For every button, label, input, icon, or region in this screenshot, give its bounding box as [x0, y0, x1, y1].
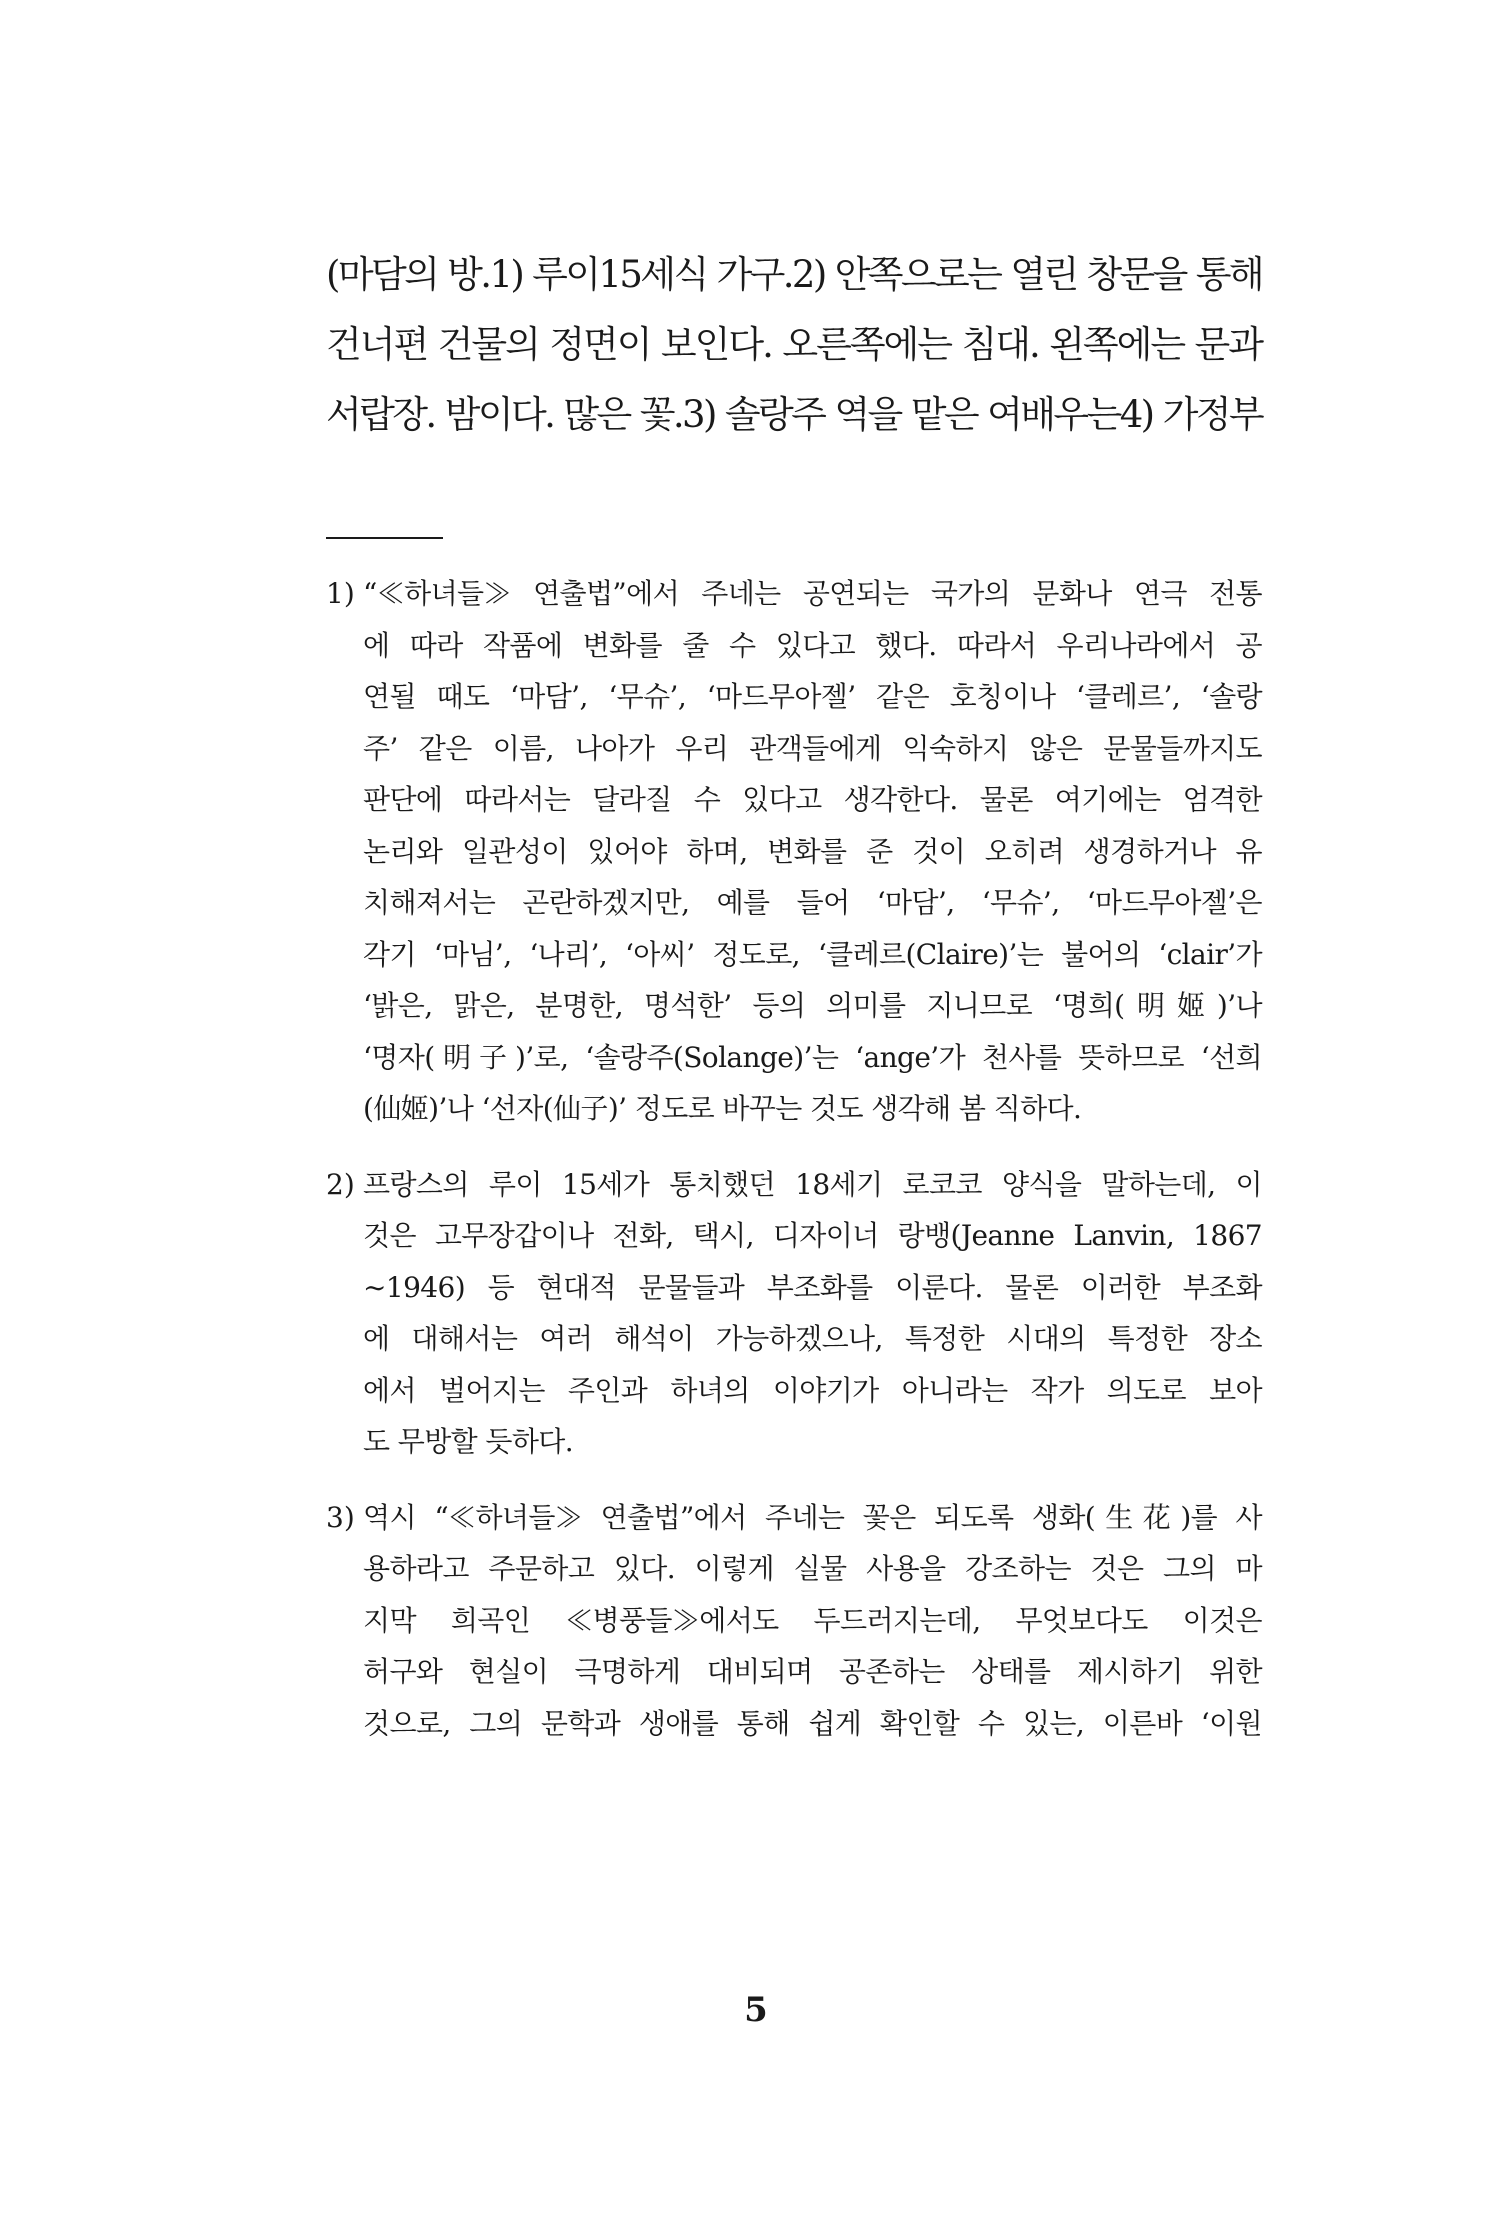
footnote-line: 연될 때도 ‘마담’, ‘무슈’, ‘마드무아젤’ 같은 호칭이나 ‘클레르’, ‘솔랑	[363, 680, 1262, 713]
footnote-number: 1)	[326, 577, 355, 610]
footnote-line: ‘명자(明子)’로, ‘솔랑주(Solange)’는 ‘ange’가 천사를 뜻하므로 ‘선희	[363, 1040, 1262, 1074]
footnote-line: 판단에 따라서는 달라질 수 있다고 생각한다. 물론 여기에는 엄격한	[363, 783, 1262, 816]
footnote-line: 에 따라 작품에 변화를 줄 수 있다고 했다. 따라서 우리나라에서 공	[363, 628, 1262, 662]
footnote-line: 에 대해서는 여러 해석이 가능하겠으나, 특정한 시대의 특정한 장소	[363, 1322, 1262, 1355]
footnote-line: 논리와 일관성이 있어야 하며, 변화를 준 것이 오히려 생경하거나 유	[363, 834, 1262, 868]
footnote-line: 에서 벌어지는 주인과 하녀의 이야기가 아니라는 작가 의도로 보아	[363, 1373, 1262, 1407]
footnote-separator	[326, 537, 443, 539]
footnote-line: 프랑스의 루이 15세가 통치했던 18세기 로코코 양식을 말하는데, 이	[363, 1167, 1262, 1201]
footnote-2	[326, 1159, 1262, 1468]
footnote-1	[326, 568, 1262, 1135]
page-number: 5	[744, 1990, 768, 2030]
footnote-number: 3)	[326, 1500, 355, 1534]
body-line: 건너편 건물의 정면이 보인다. 오른쪽에는 침대. 왼쪽에는 문과	[326, 323, 1262, 366]
footnote-3	[326, 1492, 1262, 1750]
footnotes	[326, 568, 1262, 1773]
footnote-line: ∼1946) 등 현대적 문물들과 부조화를 이룬다. 물론 이러한 부조화	[363, 1270, 1262, 1304]
body-paragraph	[326, 240, 1262, 450]
footnote-line: 도 무방할 듯하다.	[363, 1425, 574, 1458]
footnote-line: 치해져서는 곤란하겠지만, 예를 들어 ‘마담’, ‘무슈’, ‘마드무아젤’은	[363, 886, 1262, 919]
footnote-line: 주’ 같은 이름, 나아가 우리 관객들에게 익숙하지 않은 문물들까지도	[363, 731, 1262, 765]
footnote-line: 것으로, 그의 문학과 생애를 통해 쉽게 확인할 수 있는, 이른바 ‘이원	[363, 1706, 1262, 1740]
footnote-number: 2)	[326, 1167, 355, 1201]
footnote-line: 지막 희곡인 ≪병풍들≫에서도 두드러지는데, 무엇보다도 이것은	[363, 1603, 1262, 1637]
footnote-line: 역시 “≪하녀들≫ 연출법”에서 주네는 꽃은 되도록 생화(生花)를 사	[363, 1500, 1262, 1534]
body-line: (마담의 방.1) 루이15세식 가구.2) 안쪽으로는 열린 창문을 통해	[326, 253, 1262, 296]
footnote-line: ‘밝은, 맑은, 분명한, 명석한’ 등의 의미를 지니므로 ‘명희(明姬)’나	[363, 989, 1262, 1022]
footnote-line: 것은 고무장갑이나 전화, 택시, 디자이너 랑뱅(Jeanne Lanvin, 1867	[363, 1219, 1262, 1252]
footnote-line: “≪하녀들≫ 연출법”에서 주네는 공연되는 국가의 문화나 연극 전통	[363, 577, 1262, 610]
body-line: 서랍장. 밤이다. 많은 꽃.3) 솔랑주 역을 맡은 여배우는4) 가정부	[326, 393, 1262, 436]
footnote-line: 허구와 현실이 극명하게 대비되며 공존하는 상태를 제시하기 위한	[363, 1655, 1262, 1688]
footnote-line: 각기 ‘마님’, ‘나리’, ‘아씨’ 정도로, ‘클레르(Claire)’는 불어의 ‘clair’가	[363, 937, 1262, 971]
footnote-line: (仙姬)’나 ‘선자(仙子)’ 정도로 바꾸는 것도 생각해 봄 직하다.	[363, 1092, 1082, 1125]
footnote-line: 용하라고 주문하고 있다. 이렇게 실물 사용을 강조하는 것은 그의 마	[363, 1552, 1262, 1585]
